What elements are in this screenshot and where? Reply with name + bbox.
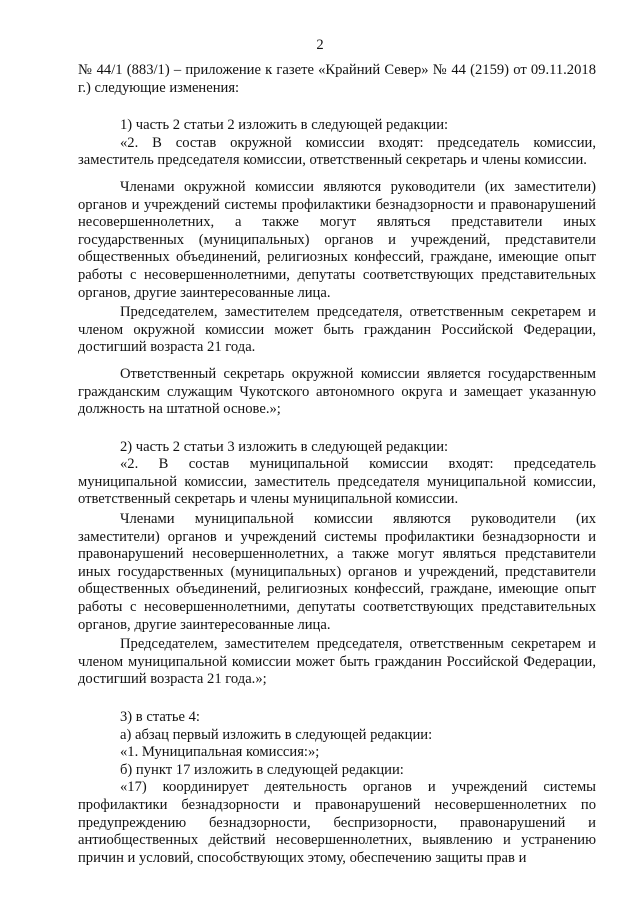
- paragraph-item-1-heading: 1) часть 2 статьи 2 изложить в следующей редакции:: [120, 117, 449, 134]
- paragraph-item-3b: б) пункт 17 изложить в следующей редакции:: [120, 761, 404, 778]
- paragraph-intro: № 44/1 (883/1) – приложение к газете «Крайний Север» № 44 (2159) от 09.11.2018 г.) следующие изменения:: [78, 62, 596, 96]
- paragraph-item-2-members: Членами муниципальной комиссии являются руководители (их заместители) органов и учреждений системы профилактики безнадзорности и правонарушений несовершеннолетних, а также могут являться представители иных государственных (муниципальных) органов и учреждений, представители общественных объединений, религиозных конфессий, граждане, имеющие опыт работы с несовершеннолетними, депутаты соответствующих представительных органов, другие заинтересованные лица.: [78, 511, 596, 633]
- paragraph-item-3b-text: «17) координирует деятельность органов и учреждений системы профилактики безнадзорности и правонарушений несовершеннолетних по предупреждению безнадзорности, беспризорности, правонарушений и антиобщественных действий несовершеннолетних, выявлению и устранению причин и условий, способствующих этому, обеспечению защиты прав и: [78, 779, 596, 866]
- paragraph-item-3a: а) абзац первый изложить в следующей редакции:: [120, 726, 433, 743]
- paragraph-item-2-chair: Председателем, заместителем председателя, ответственным секретарем и членом муниципальной комиссии может быть гражданин Российской Федерации, достигший возраста 21 года.»;: [78, 636, 596, 688]
- paragraph-item-3-heading: 3) в статье 4:: [120, 709, 200, 725]
- paragraph-item-2-composition: «2. В состав муниципальной комиссии входят: председатель муниципальной комиссии, заместитель председателя муниципальной комиссии, ответственный секретарь и члены муниципальной комиссии.: [78, 456, 596, 508]
- page-number: 2: [316, 37, 324, 53]
- document-body: [78, 62, 596, 867]
- paragraph-item-1-chair: Председателем, заместителем председателя, ответственным секретарем и членом окружной комиссии может быть гражданин Российской Федерации, достигший возраста 21 года.: [78, 304, 596, 356]
- paragraph-item-1-secretary: Ответственный секретарь окружной комиссии является государственным гражданским служащим Чукотского автономного округа и замещает указанную должность на штатной основе.»;: [78, 365, 596, 418]
- paragraph-item-1-members: Членами окружной комиссии являются руководители (их заместители) органов и учреждений системы профилактики безнадзорности и правонарушений несовершеннолетних, а также могут являться представители иных государственных (муниципальных) органов и учреждений, представители общественных объединений, религиозных конфессий, граждане, имеющие опыт работы с несовершеннолетними, депутаты соответствующих представительных органов, другие заинтересованные лица.: [78, 178, 596, 301]
- paragraph-item-2-heading: 2) часть 2 статьи 3 изложить в следующей редакции:: [120, 438, 449, 455]
- paragraph-item-1-composition: «2. В состав окружной комиссии входят: председатель комиссии, заместитель председателя комиссии, ответственный секретарь и члены комиссии.: [78, 134, 596, 169]
- paragraph-item-3a-text: «1. Муниципальная комиссия:»;: [120, 744, 320, 761]
